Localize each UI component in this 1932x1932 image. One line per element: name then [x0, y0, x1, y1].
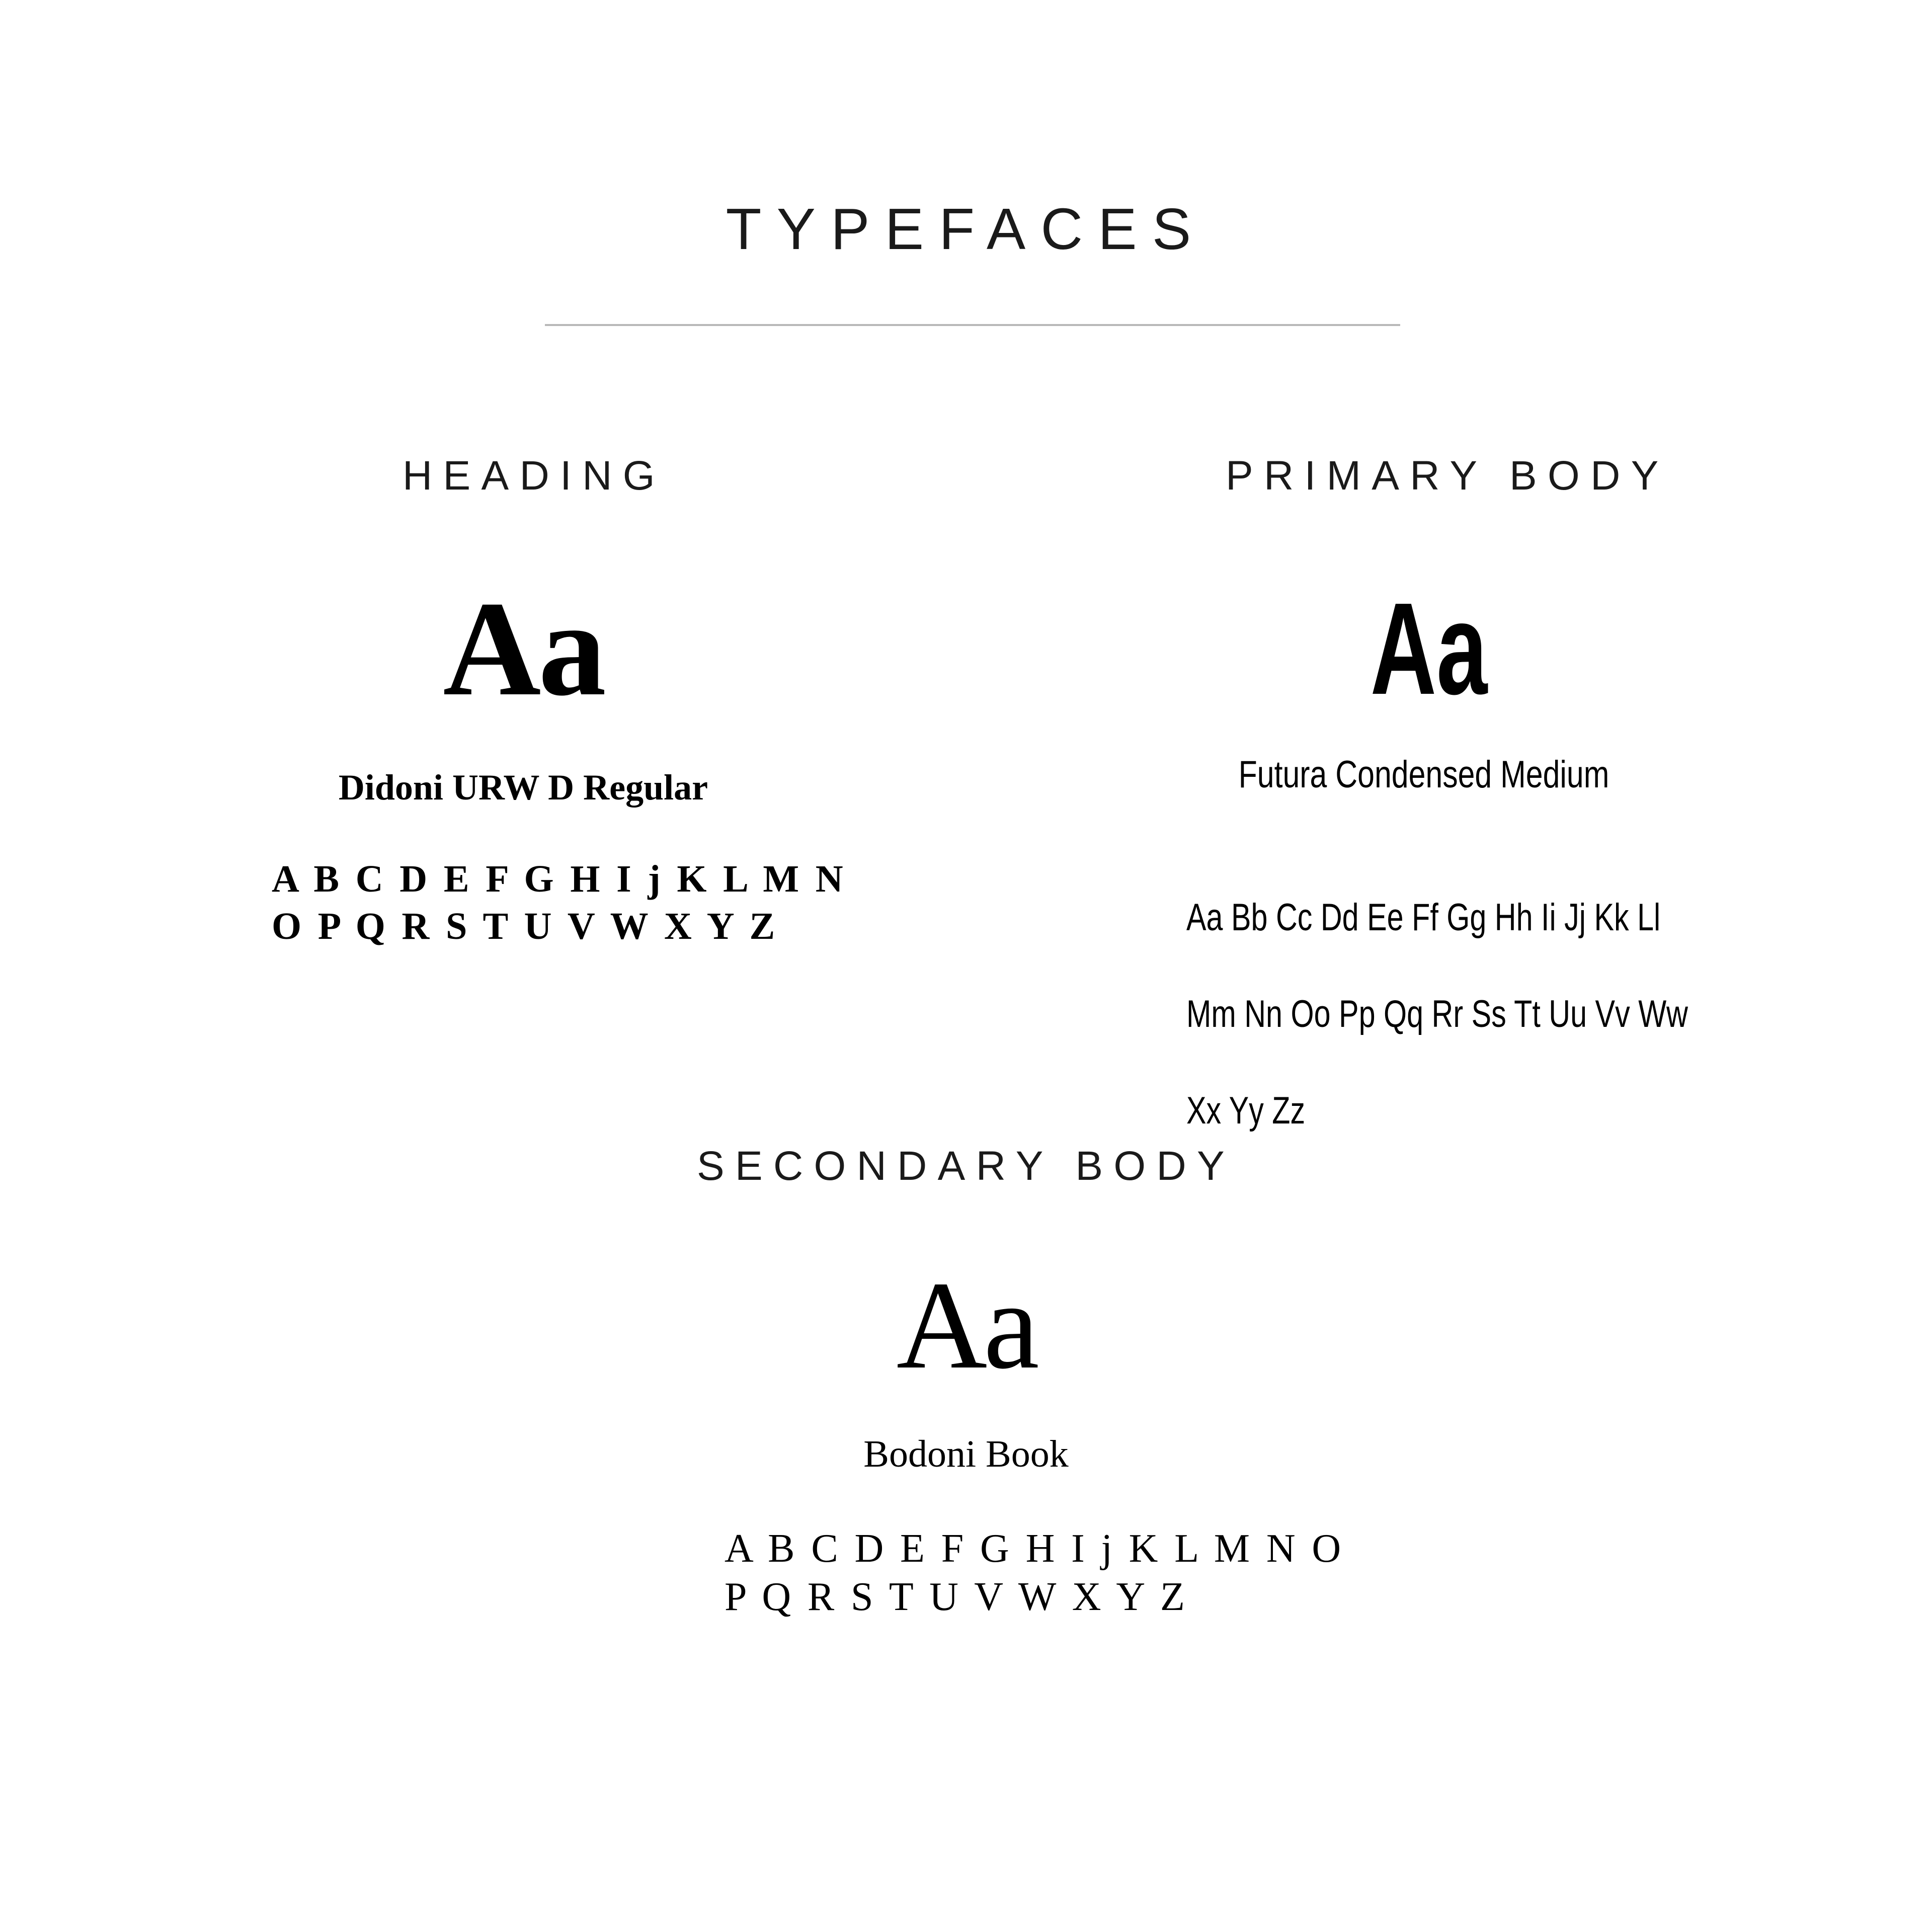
secondary-body-alphabet: [725, 1524, 1344, 1621]
secondary-body-font-name: Bodoni Book: [863, 1433, 1069, 1475]
primary-body-alphabet: [1186, 845, 1688, 1183]
heading-section-label: HEADING: [403, 453, 666, 499]
page-title: TYPEFACES: [726, 196, 1206, 262]
primary-body-alphabet-line: Xx Yy Zz: [1186, 1089, 1306, 1132]
heading-alphabet: [272, 855, 846, 950]
title-divider: [545, 324, 1400, 326]
primary-body-alphabet-line: Mm Nn Oo Pp Qq Rr Ss Tt Uu Vv Ww: [1186, 993, 1688, 1035]
primary-body-font-name: Futura Condensed Medium: [1238, 753, 1609, 796]
primary-body-section-label: PRIMARY BODY: [1226, 453, 1669, 499]
heading-font-name: Didoni URW D Regular: [338, 767, 708, 808]
heading-alphabet-line: O P Q R S T U V W X Y Z: [272, 905, 778, 947]
heading-typeface-sample: Aa: [443, 574, 604, 724]
secondary-body-alphabet-line: A B C D E F G H I j K L M N O: [725, 1526, 1344, 1571]
secondary-body-section-label: SECONDARY BODY: [696, 1143, 1236, 1189]
primary-body-typeface-sample: Aa: [1370, 576, 1488, 722]
secondary-body-typeface-sample: Aa: [896, 1256, 1036, 1395]
primary-body-alphabet-line: Aa Bb Cc Dd Ee Ff Gg Hh Ii Jj Kk Ll: [1186, 896, 1661, 939]
secondary-body-alphabet-line: P Q R S T U V W X Y Z: [725, 1575, 1188, 1619]
heading-alphabet-line: A B C D E F G H I j K L M N: [272, 858, 847, 900]
